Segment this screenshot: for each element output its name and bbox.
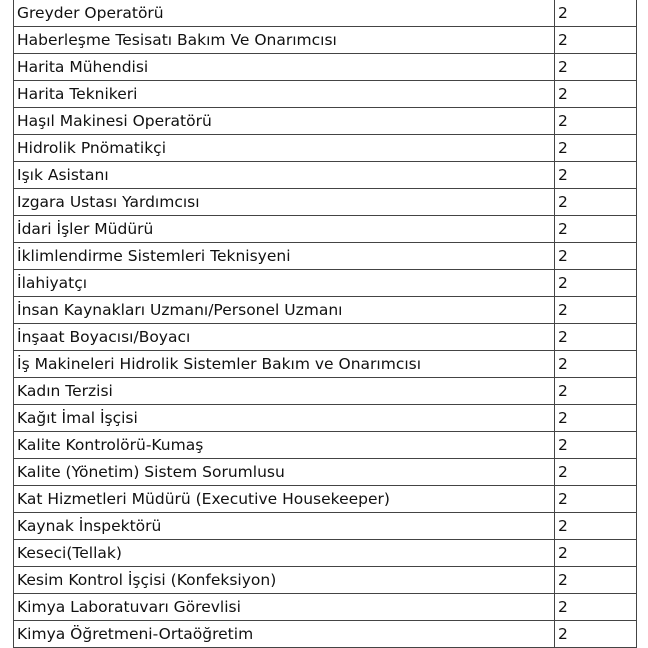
job-title-cell: Kimya Laboratuvarı Görevlisi — [14, 594, 555, 621]
count-cell: 2 — [555, 405, 637, 432]
count-cell: 2 — [555, 432, 637, 459]
count-cell: 2 — [555, 216, 637, 243]
job-title-cell: Kaynak İnspektörü — [14, 513, 555, 540]
table-row — [14, 594, 637, 621]
job-count-table — [13, 0, 637, 648]
table-row — [14, 216, 637, 243]
count-cell: 2 — [555, 540, 637, 567]
count-cell: 2 — [555, 297, 637, 324]
table-row — [14, 54, 637, 81]
job-title-cell: İklimlendirme Sistemleri Teknisyeni — [14, 243, 555, 270]
count-cell: 2 — [555, 27, 637, 54]
job-title-cell: Işık Asistanı — [14, 162, 555, 189]
table-row — [14, 378, 637, 405]
job-title-cell: Kalite Kontrolörü-Kumaş — [14, 432, 555, 459]
count-cell: 2 — [555, 135, 637, 162]
job-title-cell: İş Makineleri Hidrolik Sistemler Bakım ve Onarımcısı — [14, 351, 555, 378]
job-title-cell: Kat Hizmetleri Müdürü (Executive Housekeeper) — [14, 486, 555, 513]
job-title-cell: İlahiyatçı — [14, 270, 555, 297]
table-row — [14, 135, 637, 162]
count-cell: 2 — [555, 81, 637, 108]
job-table-body — [14, 0, 637, 648]
job-title-cell: Kağıt İmal İşçisi — [14, 405, 555, 432]
table-row — [14, 0, 637, 27]
table-row — [14, 243, 637, 270]
count-cell: 2 — [555, 594, 637, 621]
job-title-cell: Hidrolik Pnömatikçi — [14, 135, 555, 162]
job-title-cell: Kimya Öğretmeni-Ortaöğretim — [14, 621, 555, 648]
job-title-cell: Kalite (Yönetim) Sistem Sorumlusu — [14, 459, 555, 486]
count-cell: 2 — [555, 108, 637, 135]
job-title-cell: Greyder Operatörü — [14, 0, 555, 27]
count-cell: 2 — [555, 351, 637, 378]
table-row — [14, 513, 637, 540]
count-cell: 2 — [555, 243, 637, 270]
table-row — [14, 189, 637, 216]
job-title-cell: İnsan Kaynakları Uzmanı/Personel Uzmanı — [14, 297, 555, 324]
job-title-cell: Kesim Kontrol İşçisi (Konfeksiyon) — [14, 567, 555, 594]
table-row — [14, 270, 637, 297]
job-title-cell: Kadın Terzisi — [14, 378, 555, 405]
table-row — [14, 108, 637, 135]
table-row — [14, 405, 637, 432]
table-row — [14, 27, 637, 54]
job-title-cell: Haşıl Makinesi Operatörü — [14, 108, 555, 135]
count-cell: 2 — [555, 621, 637, 648]
table-row — [14, 567, 637, 594]
table-row — [14, 621, 637, 648]
count-cell: 2 — [555, 162, 637, 189]
table-row — [14, 540, 637, 567]
table-row — [14, 432, 637, 459]
count-cell: 2 — [555, 459, 637, 486]
table-row — [14, 351, 637, 378]
table-row — [14, 81, 637, 108]
count-cell: 2 — [555, 378, 637, 405]
job-title-cell: İdari İşler Müdürü — [14, 216, 555, 243]
job-title-cell: Keseci(Tellak) — [14, 540, 555, 567]
count-cell: 2 — [555, 486, 637, 513]
count-cell: 2 — [555, 324, 637, 351]
job-title-cell: Harita Teknikeri — [14, 81, 555, 108]
table-row — [14, 297, 637, 324]
table-row — [14, 162, 637, 189]
job-title-cell: Harita Mühendisi — [14, 54, 555, 81]
job-title-cell: İnşaat Boyacısı/Boyacı — [14, 324, 555, 351]
table-row — [14, 324, 637, 351]
job-title-cell: Haberleşme Tesisatı Bakım Ve Onarımcısı — [14, 27, 555, 54]
table-row — [14, 486, 637, 513]
count-cell: 2 — [555, 513, 637, 540]
count-cell: 2 — [555, 54, 637, 81]
count-cell: 2 — [555, 567, 637, 594]
job-title-cell: Izgara Ustası Yardımcısı — [14, 189, 555, 216]
count-cell: 2 — [555, 189, 637, 216]
count-cell: 2 — [555, 270, 637, 297]
table-row — [14, 459, 637, 486]
count-cell: 2 — [555, 0, 637, 27]
